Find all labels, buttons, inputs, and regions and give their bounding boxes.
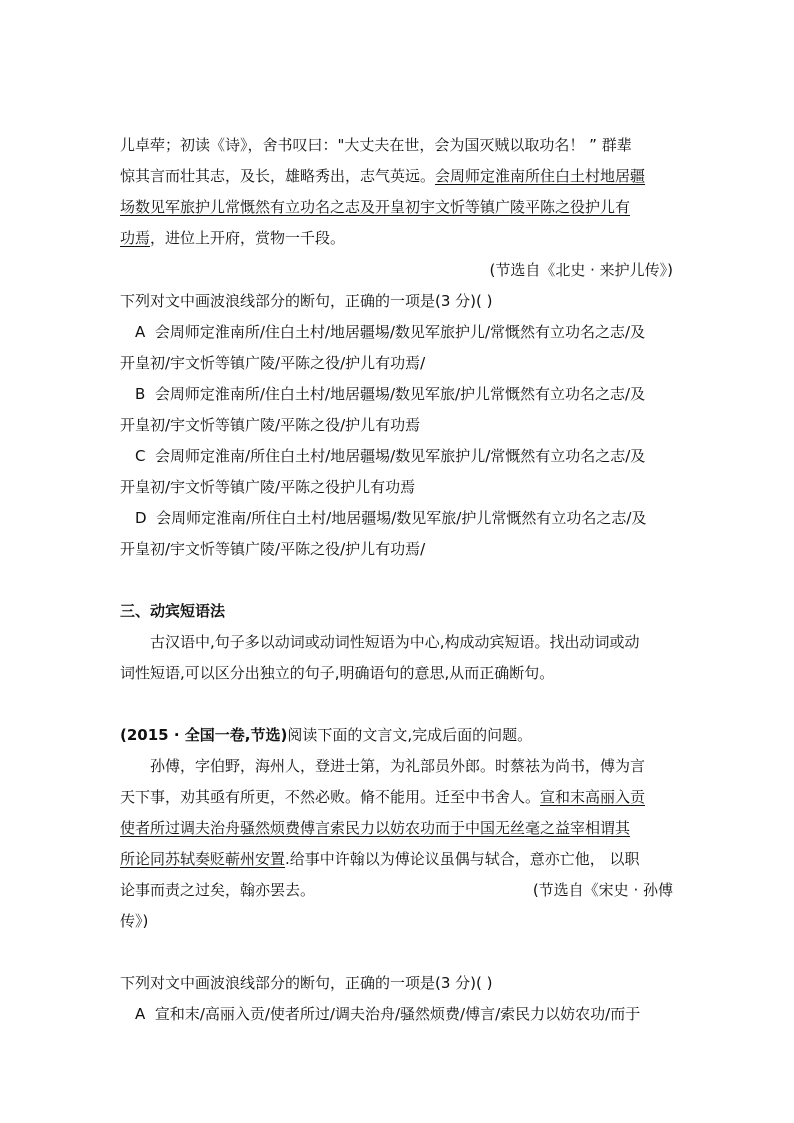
source-citation-cont: 传》)	[120, 912, 149, 930]
question-stem: 下列对文中画波浪线部分的断句，正确的一项是(3 分)( )	[120, 292, 493, 310]
section-body-line: 古汉语中,句子多以动词或动词性短语为中心,构成动宾短语。找出动词或动	[150, 633, 640, 651]
option-text: 会周师定淮南所/住白土村/地居疆埸/数见军旅护儿/常慨然有立功名之志/及	[154, 323, 646, 341]
passage-line: 论事而责之过矣，翰亦罢去。	[120, 881, 316, 899]
passage-text: ，进位上开府，赏物一千段。	[150, 229, 346, 247]
question-stem: 下列对文中画波浪线部分的断句，正确的一项是(3 分)( )	[120, 974, 493, 992]
example-header	[120, 724, 532, 746]
option-a-line1	[135, 1003, 640, 1025]
passage-line	[120, 165, 645, 187]
passage-text: .给事中许翰以为傅论议虽偶与轼合，意亦亡他， 以职	[285, 850, 640, 868]
option-letter: B	[135, 385, 146, 403]
example-tag: (2015 · 全国一卷,节选)	[120, 726, 288, 744]
wavy-underlined-text: 会周师定淮南所住白土村地居疆	[435, 167, 646, 185]
option-text: 会周师定淮南所/住白土村/地居疆埸/数见军旅/护儿常慨然有立功名之志/及	[154, 385, 646, 403]
wavy-underlined-line: 场数见军旅护儿常慨然有立功名之志及开皇初宇文忻等镇广陵平陈之役护儿有	[120, 198, 631, 216]
option-c-line2: 开皇初/宇文忻等镇广陵/平陈之役护儿有功焉	[120, 478, 416, 496]
option-a-line1	[135, 321, 645, 343]
option-letter: A	[135, 1005, 146, 1023]
section-body-line: 词性短语,可以区分出独立的句子,明确语句的意思,从而正确断句。	[120, 664, 555, 682]
option-text: 宣和末/高丽入贡/使者所过/调夫治舟/骚然烦费/傅言/索民力以妨农功/而于	[154, 1005, 641, 1023]
option-letter: D	[135, 509, 147, 527]
option-letter: A	[135, 323, 146, 341]
source-citation: (节选自《宋史 · 孙傅	[532, 881, 673, 899]
passage-text: 天下事，劝其亟有所更，不然必败。脩不能用。迁至中书舍人。	[120, 788, 541, 806]
option-d-line1	[135, 507, 646, 529]
option-b-line1	[135, 383, 645, 405]
option-letter: C	[135, 447, 146, 465]
passage-line	[120, 227, 345, 249]
wavy-underlined-text: 宣和末高丽入贡	[540, 788, 646, 806]
option-a-line2: 开皇初/宇文忻等镇广陵/平陈之役/护儿有功焉/	[120, 354, 426, 372]
wavy-underlined-line: 使者所过调夫治舟骚然烦费傅言索民力以妨农功而于中国无丝毫之益宰相谓其	[120, 819, 631, 837]
passage-line	[120, 848, 640, 870]
section-heading: 三、动宾短语法	[120, 602, 226, 620]
example-intro: 阅读下面的文言文,完成后面的问题。	[287, 726, 533, 744]
option-text: 会周师定淮南/所住白土村/地居疆埸/数见军旅护儿/常慨然有立功名之志/及	[155, 447, 646, 465]
wavy-underlined-text: 功焉	[120, 229, 151, 247]
wavy-underlined-text: 所论同苏轼奏贬蕲州安置	[120, 850, 286, 868]
passage-line: 儿卓荦；初读《诗》，舍书叹曰："大丈夫在世，会为国灭贼以取功名！ ” 群辈	[120, 136, 632, 154]
option-text: 会周师定淮南/所住白土村/地居疆埸/数见军旅/护儿常慨然有立功名之志/及	[156, 509, 647, 527]
source-citation: (节选自《北史 · 来护儿传》)	[489, 261, 673, 279]
option-c-line1	[135, 445, 645, 467]
option-b-line2: 开皇初/宇文忻等镇广陵/平陈之役/护儿有功焉	[120, 416, 421, 434]
passage-text: 惊其言而壮其志，及长，雄略秀出，志气英远。	[120, 167, 436, 185]
option-d-line2: 开皇初/宇文忻等镇广陵/平陈之役/护儿有功焉/	[120, 540, 426, 558]
passage-line: 孙傅，字伯野，海州人，登进士第，为礼部员外郎。时蔡祛为尚书，傅为言	[150, 757, 646, 775]
passage-line	[120, 786, 645, 808]
